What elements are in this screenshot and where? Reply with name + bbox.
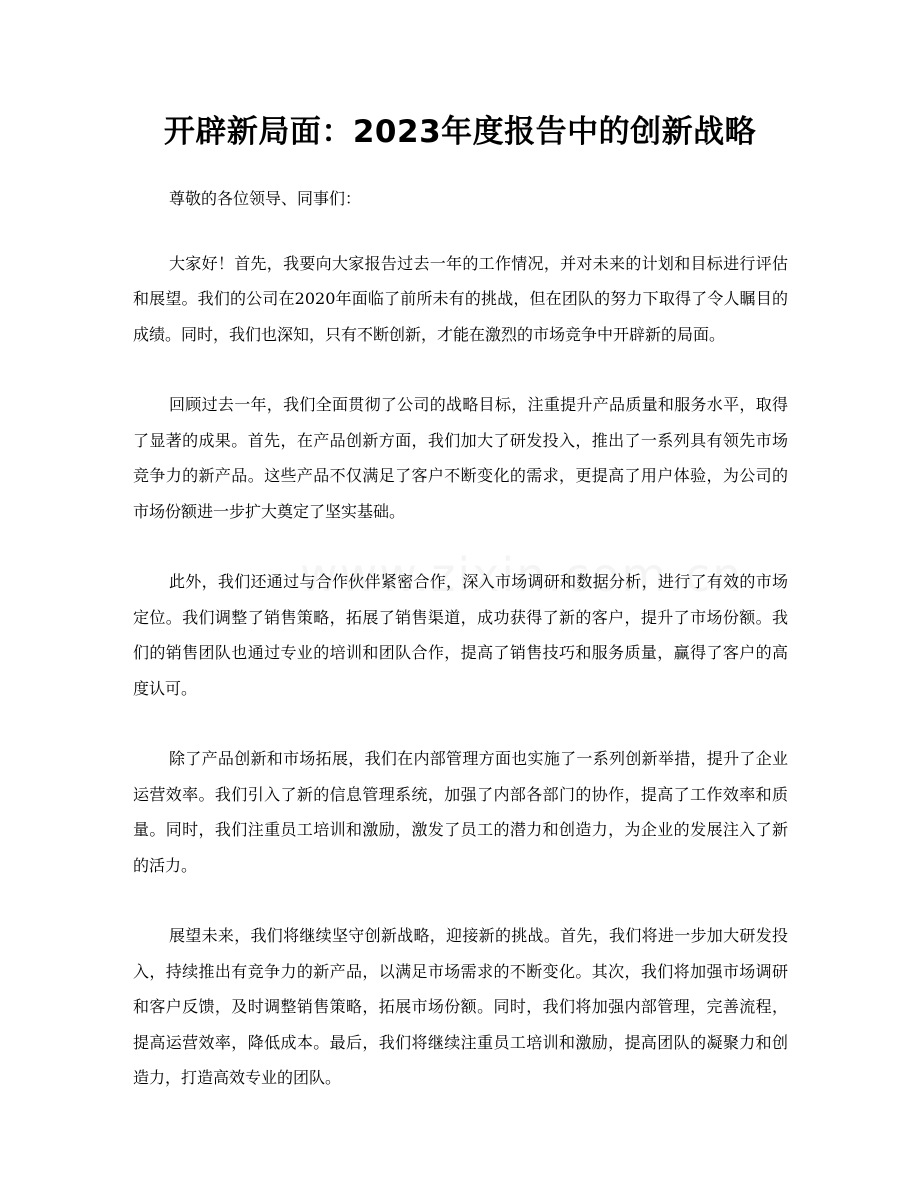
paragraph-5: 展望未来，我们将继续坚守创新战略，迎接新的挑战。首先，我们将进一步加大研发投入，持续推出有竞争力的新产品，以满足市场需求的不断变化。其次，我们将加强市场调研和客户反馈，及时调整销售策略，拓展市场份额。同时，我们将加强内部管理，完善流程，提高运营效率，降低成本。最后，我们将继续注重员工培训和激励，提高团队的凝聚力和创造力，打造高效专业的团队。 [133,926,788,1087]
greeting-paragraph: 尊敬的各位领导、同事们： [169,189,362,208]
paragraph-1: 大家好！首先，我要向大家报告过去一年的工作情况，并对未来的计划和目标进行评估和展望。我们的公司在2020年面临了前所未有的挑战，但在团队的努力下取得了令人瞩目的成绩。同时，我们也深知，只有不断创新，才能在激烈的市场竞争中开辟新的局面。 [133,253,788,344]
paragraph-3: 此外，我们还通过与合作伙伴紧密合作，深入市场调研和数据分析，进行了有效的市场定位。我们调整了销售策略，拓展了销售渠道，成功获得了新的客户，提升了市场份额。我们的销售团队也通过专业的培训和团队合作，提高了销售技巧和服务质量，赢得了客户的高度认可。 [133,572,788,698]
document-title: 开辟新局面：2023年度报告中的创新战略 [163,114,757,150]
document-body [133,181,788,1131]
paragraph-2: 回顾过去一年，我们全面贯彻了公司的战略目标，注重提升产品质量和服务水平，取得了显著的成果。首先，在产品创新方面，我们加大了研发投入，推出了一系列具有领先市场竞争力的新产品。这些产品不仅满足了客户不断变化的需求，更提高了用户体验，为公司的市场份额进一步扩大奠定了坚实基础。 [133,395,788,521]
paragraph-4: 除了产品创新和市场拓展，我们在内部管理方面也实施了一系列创新举措，提升了企业运营效率。我们引入了新的信息管理系统，加强了内部各部门的协作，提高了工作效率和质量。同时，我们注重员工培训和激励，激发了员工的潜力和创造力，为企业的发展注入了新的活力。 [133,749,788,875]
